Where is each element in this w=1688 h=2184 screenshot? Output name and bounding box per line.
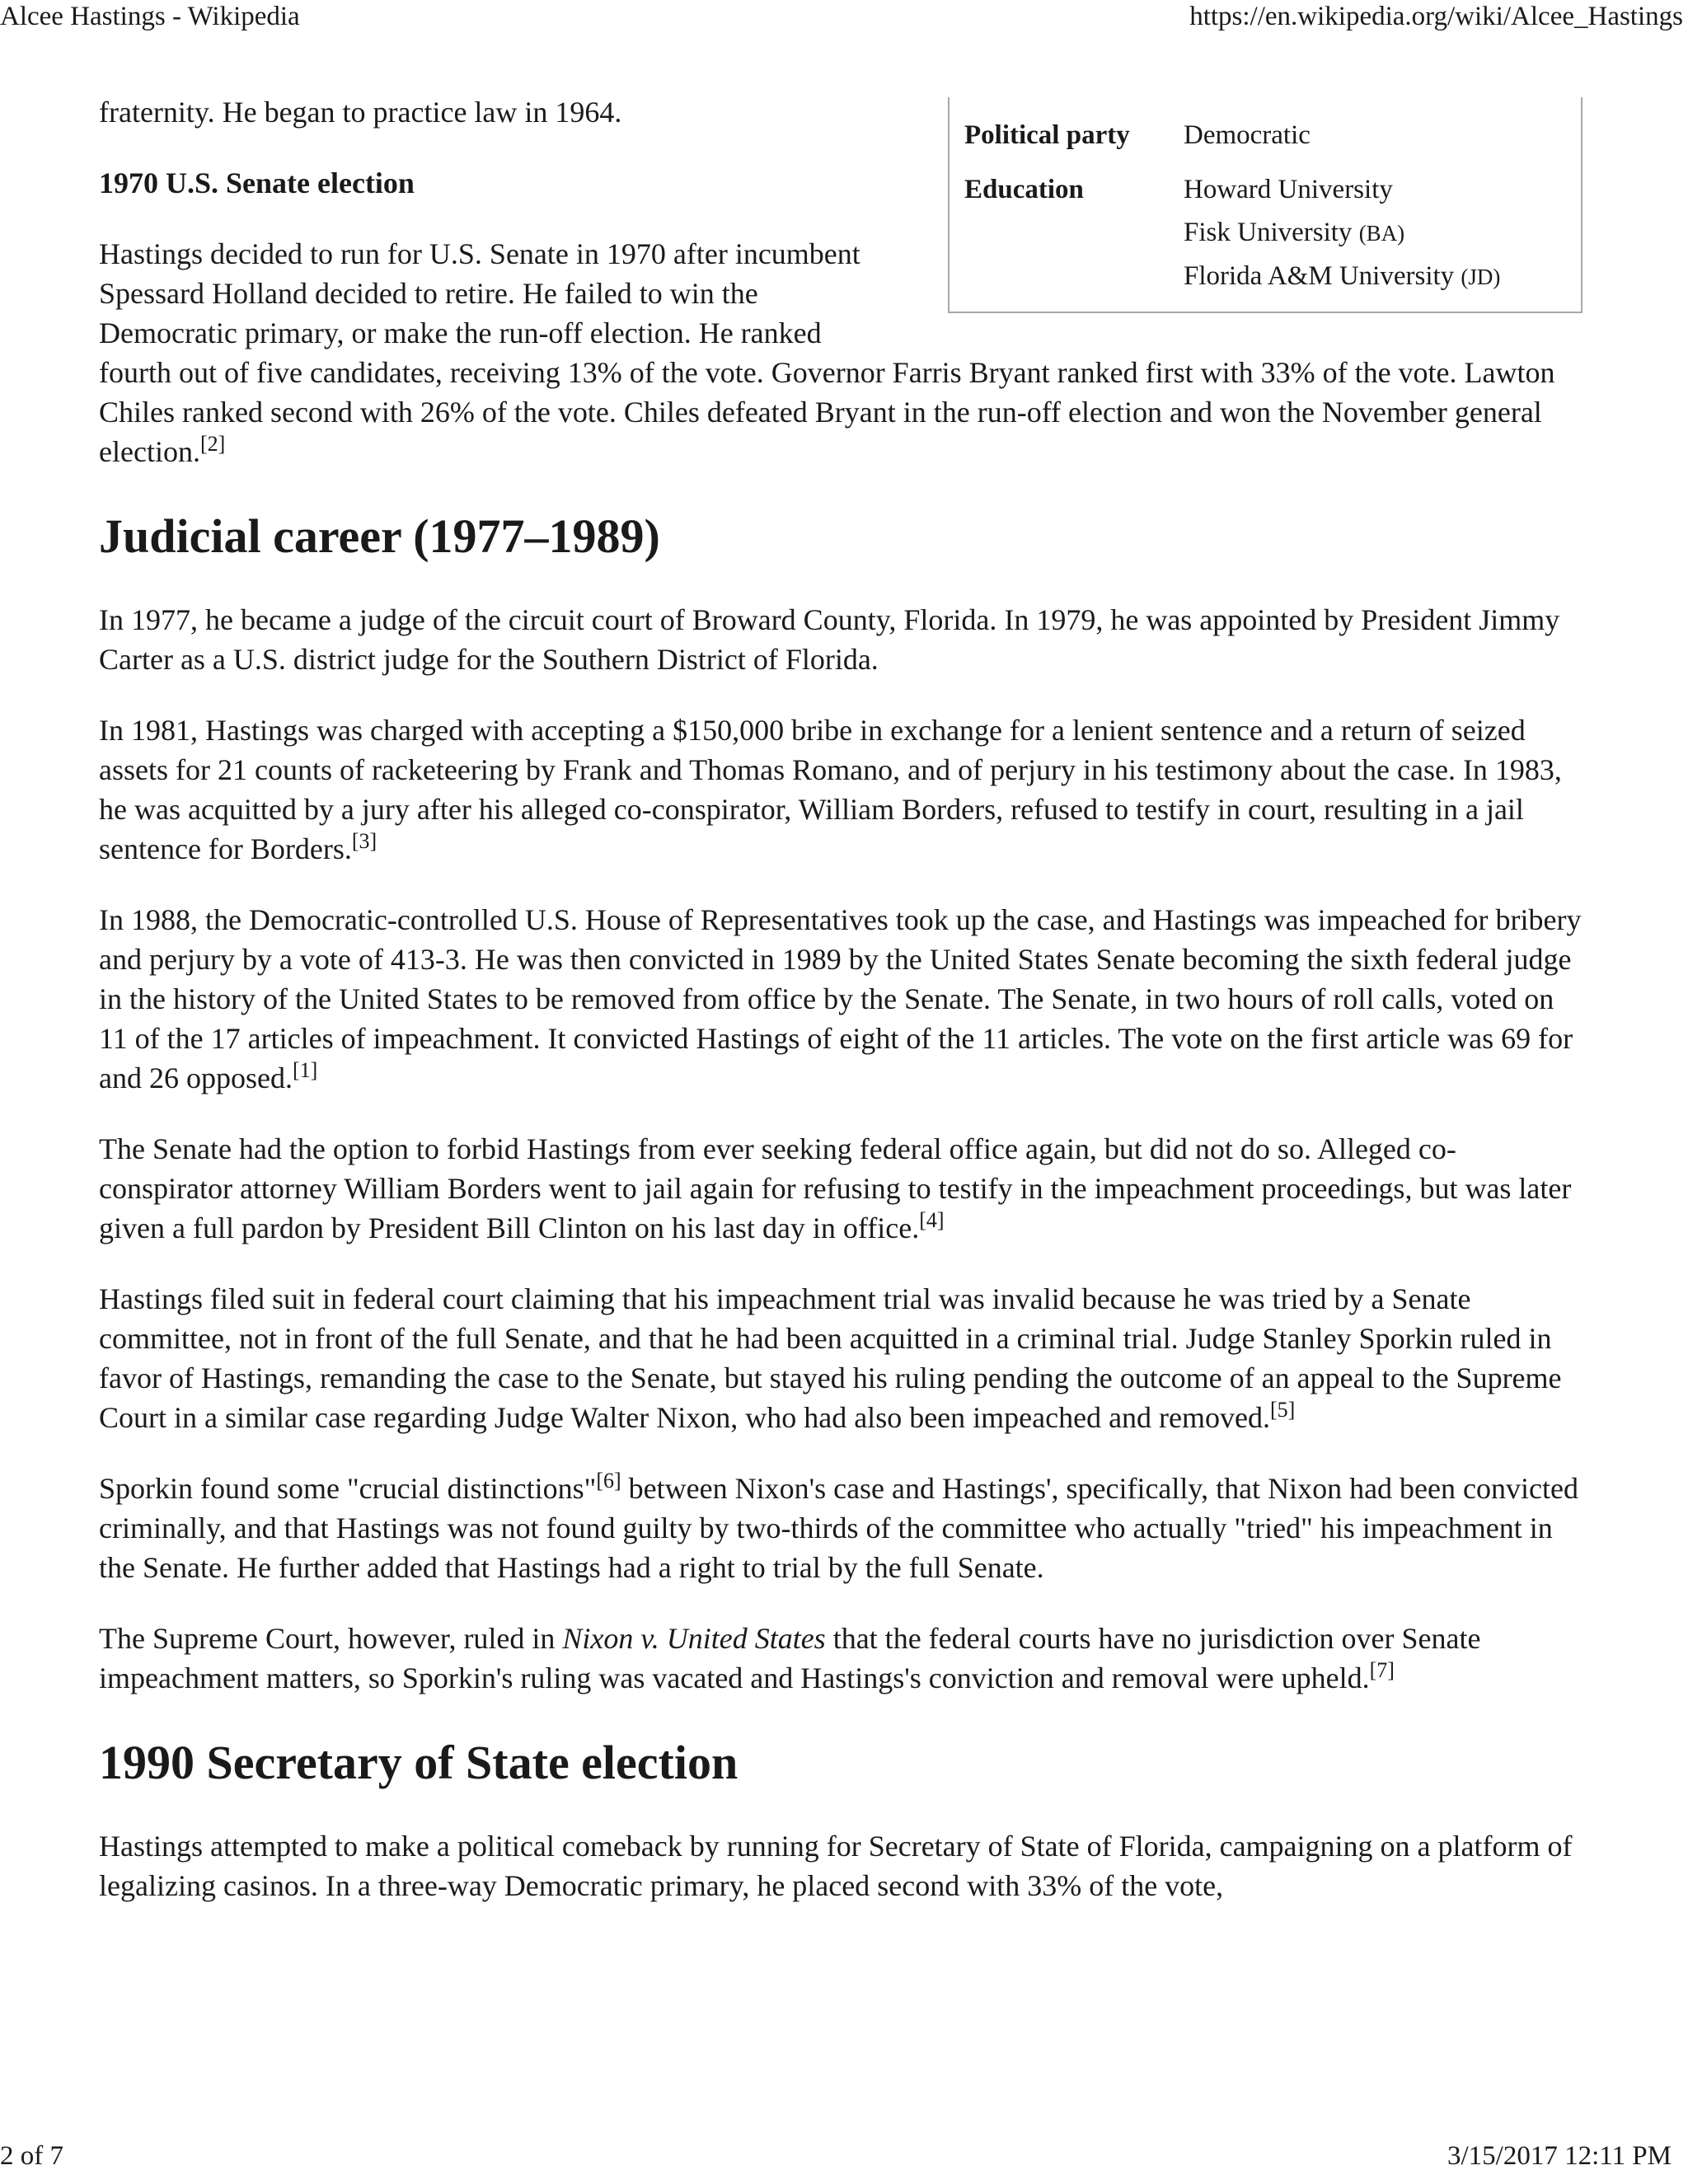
sos-1990-paragraph: Hastings attempted to make a political comeback by running for Secretary of State of Florida, campaigning on a platform of legalizing casinos. In a three-way Democratic primary, he placed second with 33% of the vote, [99, 1830, 1573, 1902]
infobox-party-label: Political party [964, 120, 1130, 150]
infobox-party-value[interactable]: Democratic [1184, 120, 1311, 150]
judicial-paragraph-7 [99, 1619, 1582, 1698]
page-footer-page-number: 2 of 7 [0, 2141, 63, 2171]
education-school[interactable]: Howard University [1184, 175, 1393, 204]
senate-1970-text: Hastings decided to run for U.S. Senate in 1970 after incumbent Spessard Holland decided to retire. He failed to win the Democratic primary, or make the run-off election. He ranked fourth out of five candidates, receiving 13% of the vote. Governor Farris Bryant ranked first with 33% of the vote. Lawton Chiles ranked second with 26% of the vote. Chiles defeated Bryant in the run-off election and won the November general election. [99, 237, 1555, 468]
education-school[interactable]: Florida A&M University [1184, 261, 1455, 291]
page-footer-datetime: 3/15/2017 12:11 PM [1447, 2141, 1672, 2171]
judicial-paragraph-5 [99, 1279, 1582, 1437]
page-header-title: Alcee Hastings - Wikipedia [0, 2, 300, 31]
infobox-spacer [940, 92, 1582, 320]
education-degree: (BA) [1358, 221, 1405, 246]
reference-link[interactable]: [2] [199, 432, 226, 456]
judicial-paragraph-6 [99, 1469, 1582, 1587]
case-link[interactable]: Nixon v. United States [562, 1622, 826, 1655]
education-school[interactable]: Fisk University [1184, 218, 1353, 247]
subsection-heading-1970-senate: 1970 U.S. Senate election [99, 166, 415, 199]
judicial-text-2: In 1981, Hastings was charged with accepting a $150,000 bribe in exchange for a lenient sentence and a return of seized assets for 21 counts of racketeering by Frank and Thomas Romano, and of perjury in his testimony about the case. In 1983, he was acquitted by a jury after his alleged co-conspirator, William Borders, refused to testify in court, resulting in a jail sentence for Borders. [99, 714, 1562, 865]
infobox-education-label: Education [964, 175, 1084, 204]
judicial-text-4: The Senate had the option to forbid Hastings from ever seeking federal office again, but did not do so. Alleged co-conspirator attorney William Borders went to jail again for refusing to testify in the impeachment proceedings, but was later given a full pardon by President Bill Clinton on his last day in office. [99, 1132, 1572, 1244]
judicial-text-6b: between Nixon's case and Hastings', specifically, that Nixon had been convicted criminally, and that Hastings was not found guilty by two-thirds of the committee who actually "tried" his impeachment in the Senate. He further added that Hastings had a right to trial by the full Senate. [99, 1472, 1578, 1584]
reference-link[interactable]: [7] [1369, 1658, 1395, 1682]
reference-link[interactable]: [3] [351, 829, 377, 853]
reference-link[interactable]: [1] [292, 1058, 318, 1082]
judicial-paragraph-2 [99, 710, 1582, 869]
judicial-text-6a: Sporkin found some "crucial distinctions" [99, 1472, 597, 1505]
reference-link[interactable]: [5] [1270, 1398, 1296, 1422]
judicial-paragraph-3 [99, 900, 1582, 1098]
judicial-paragraph-4 [99, 1129, 1582, 1248]
article-content [99, 92, 1582, 1937]
section-heading-1990-secretary-of-state: 1990 Secretary of State election [99, 1736, 738, 1789]
judicial-paragraph-1: In 1977, he became a judge of the circuit court of Broward County, Florida. In 1979, he was appointed by President Jimmy Carter as a U.S. district judge for the Southern District of Florida. [99, 603, 1560, 676]
reference-link[interactable]: [4] [919, 1208, 945, 1232]
section-heading-judicial-career: Judicial career (1977–1989) [99, 509, 660, 563]
intro-tail-paragraph: fraternity. He began to practice law in 1964. [99, 96, 622, 129]
judicial-text-3: In 1988, the Democratic-controlled U.S. House of Representatives took up the case, and Hastings was impeached for bribery and perjury by a vote of 413-3. He was then convicted in 1989 by the United States Senate becoming the sixth federal judge in the history of the United States to be removed from office by the Senate. The Senate, in two hours of roll calls, voted on 11 of the 17 articles of impeachment. It convicted Hastings of eight of the 11 articles. The vote on the first article was 69 for and 26 opposed. [99, 903, 1582, 1094]
judicial-text-7a: The Supreme Court, however, ruled in [99, 1622, 563, 1655]
page-header-url[interactable]: https://en.wikipedia.org/wiki/Alcee_Hastings [1189, 2, 1683, 31]
judicial-text-7b: that the federal courts have no jurisdiction over Senate impeachment matters, so Sporkin's ruling was vacated and Hastings's conviction and removal were upheld. [99, 1622, 1481, 1694]
reference-link[interactable]: [6] [596, 1469, 621, 1493]
education-degree: (JD) [1461, 265, 1501, 289]
judicial-text-5: Hastings filed suit in federal court claiming that his impeachment trial was invalid because he was tried by a Senate committee, not in front of the full Senate, and that he had been acquitted in a criminal trial. Judge Stanley Sporkin ruled in favor of Hastings, remanding the case to the Senate, but stayed his ruling pending the outcome of an appeal to the Supreme Court in a similar case regarding Judge Walter Nixon, who had also been impeached and removed. [99, 1282, 1562, 1434]
